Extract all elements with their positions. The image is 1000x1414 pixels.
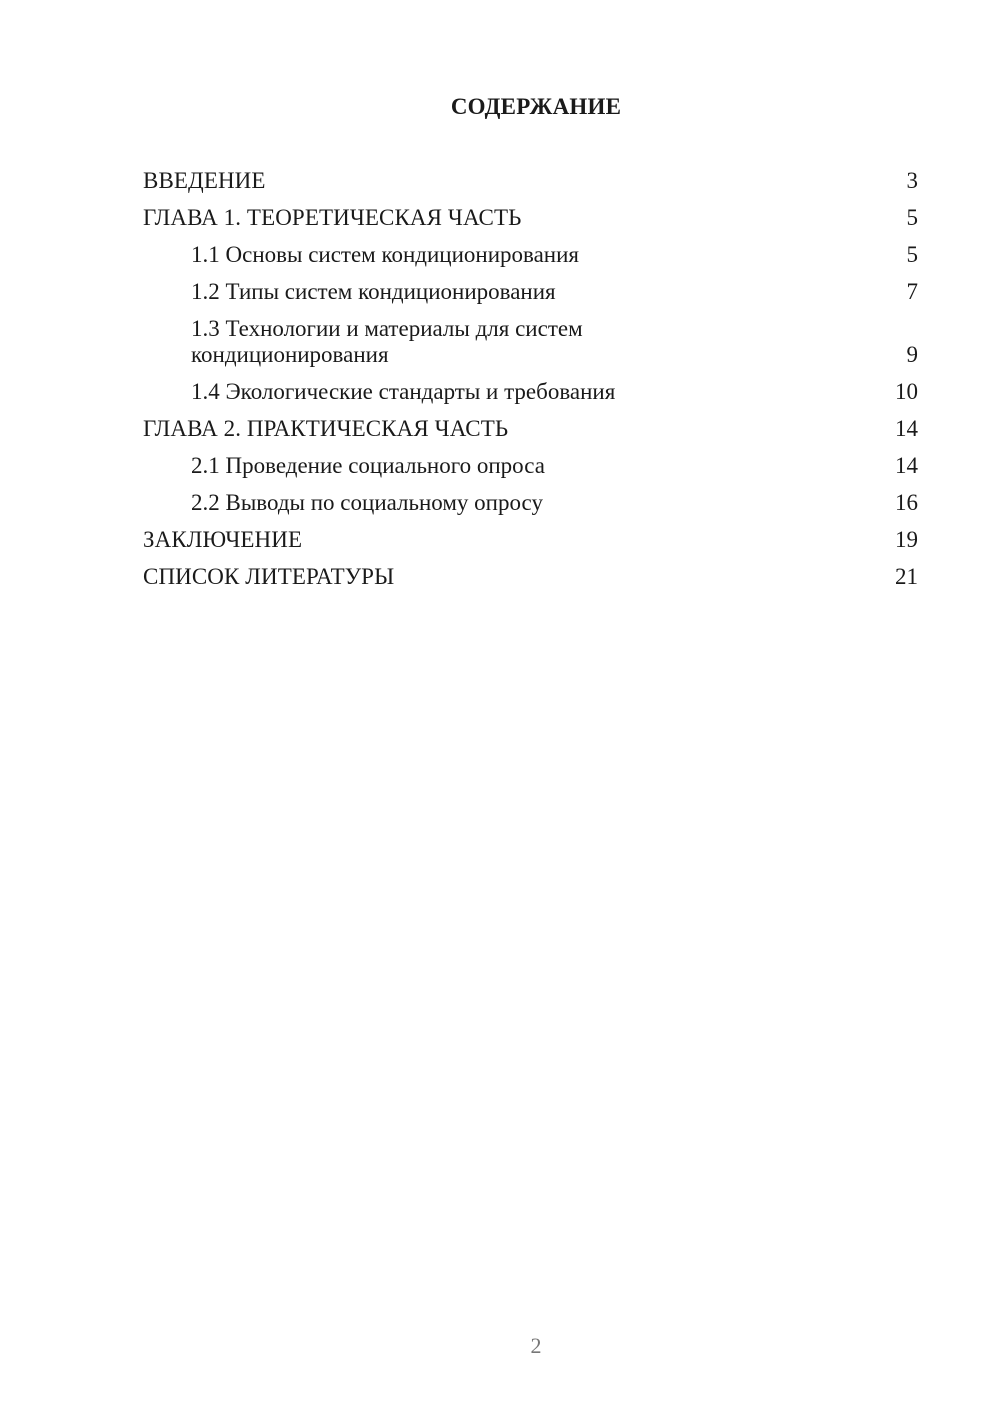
toc-entry-text: 2.2 Выводы по социальному опросу bbox=[191, 490, 543, 515]
toc-entry-conclusion[interactable] bbox=[143, 527, 918, 553]
toc-entry-page: 16 bbox=[895, 490, 918, 515]
toc-entry-section-1-1[interactable] bbox=[143, 242, 918, 268]
toc-entry-text: 1.2 Типы систем кондиционирования bbox=[191, 279, 556, 304]
toc-entry-text: СПИСОК ЛИТЕРАТУРЫ bbox=[143, 564, 395, 589]
toc-entry-chapter-2[interactable] bbox=[143, 416, 918, 442]
toc-entry-page: 5 bbox=[906, 205, 918, 230]
toc-entry-references[interactable] bbox=[143, 564, 918, 590]
toc-entry-section-1-2[interactable] bbox=[143, 279, 918, 305]
toc-entry-section-2-1[interactable] bbox=[143, 453, 918, 479]
toc-entry-page: 7 bbox=[906, 279, 918, 304]
toc-entry-text: 1.1 Основы систем кондиционирования bbox=[191, 242, 580, 267]
toc-entry-chapter-1[interactable] bbox=[143, 205, 918, 231]
toc-title: СОДЕРЖАНИЕ bbox=[450, 94, 622, 119]
toc-entry-page: 5 bbox=[906, 242, 918, 267]
toc-entry-text: ЗАКЛЮЧЕНИЕ bbox=[143, 527, 303, 552]
toc-entry-page: 14 bbox=[895, 416, 918, 441]
toc-entry-page: 19 bbox=[895, 527, 918, 552]
toc-entry-section-1-3[interactable] bbox=[143, 316, 918, 368]
toc-entry-page: 9 bbox=[906, 342, 918, 367]
toc-entry-page: 21 bbox=[895, 564, 918, 589]
toc-entry-section-2-2[interactable] bbox=[143, 490, 918, 516]
toc-entry-page: 14 bbox=[895, 453, 918, 478]
toc-entry-text-line: кондиционирования bbox=[191, 342, 389, 367]
page-number: 2 bbox=[530, 1333, 542, 1358]
toc-entry-introduction[interactable] bbox=[143, 168, 918, 194]
toc-entry-text-line: 1.3 Технологии и материалы для систем bbox=[191, 316, 583, 341]
toc-entry-page: 3 bbox=[906, 168, 918, 193]
toc-entry-text: 2.1 Проведение социального опроса bbox=[191, 453, 545, 478]
toc-entry-text: ВВЕДЕНИЕ bbox=[143, 168, 266, 193]
toc-entry-text: ГЛАВА 2. ПРАКТИЧЕСКАЯ ЧАСТЬ bbox=[143, 416, 509, 441]
toc-entry-text: 1.4 Экологические стандарты и требования bbox=[191, 379, 616, 404]
table-of-contents bbox=[143, 168, 918, 601]
toc-entry-section-1-4[interactable] bbox=[143, 379, 918, 405]
toc-entry-text: ГЛАВА 1. ТЕОРЕТИЧЕСКАЯ ЧАСТЬ bbox=[143, 205, 522, 230]
toc-entry-text bbox=[143, 316, 888, 368]
toc-entry-page: 10 bbox=[895, 379, 918, 404]
